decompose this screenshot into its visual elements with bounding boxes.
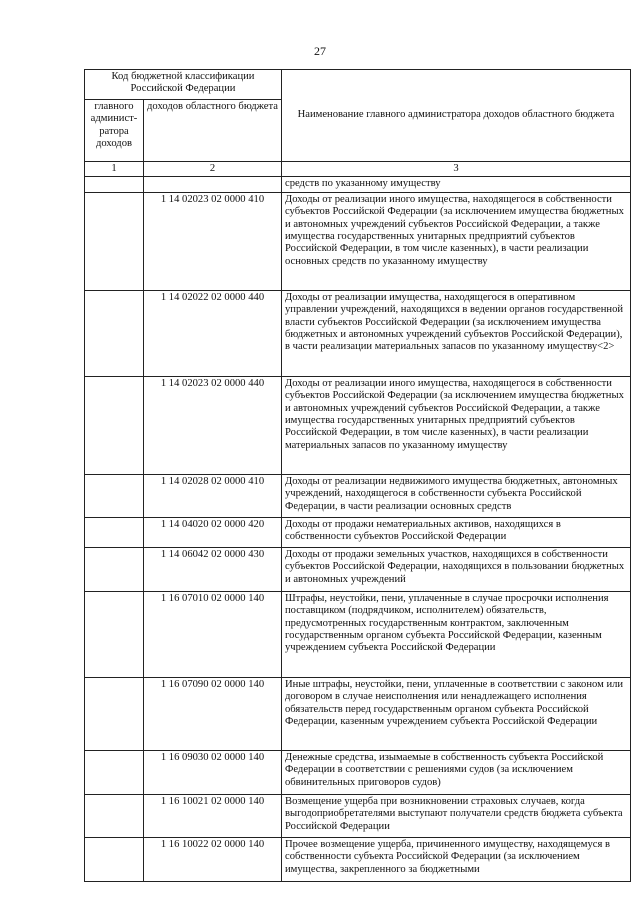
column-number-2: 2 <box>144 162 282 177</box>
table-row <box>85 177 631 192</box>
income-name-cell: Доходы от реализации иного имущества, находящегося в собственности субъектов Российской Федерации (за исключением имущества бюджетных и автономных учреждений субъектов Российской Федерации, а также имущества государственных унитарных предприятий субъектов Российской Федерации, в том числе казенных), в части реализации основных средств по указанному имуществу <box>282 192 631 290</box>
page-number: 27 <box>314 44 326 58</box>
table-row <box>85 517 631 547</box>
admin-code-cell <box>85 591 144 677</box>
admin-code-cell <box>85 677 144 750</box>
header-income-column: доходов областного бюджета <box>144 100 282 162</box>
table-row <box>85 474 631 517</box>
admin-code-cell <box>85 517 144 547</box>
header-code-group: Код бюджетной классификации Российской Федерации <box>85 70 282 100</box>
income-code-cell: 1 16 07010 02 0000 140 <box>144 591 282 677</box>
admin-code-cell <box>85 474 144 517</box>
admin-code-cell <box>85 177 144 192</box>
column-number-3: 3 <box>282 162 631 177</box>
table-row <box>85 837 631 881</box>
column-number-1: 1 <box>85 162 144 177</box>
table-row <box>85 547 631 591</box>
table-row <box>85 591 631 677</box>
income-code-cell <box>144 177 282 192</box>
income-code-cell: 1 16 10022 02 0000 140 <box>144 837 282 881</box>
admin-code-cell <box>85 837 144 881</box>
table-row <box>85 376 631 474</box>
income-name-cell: Штрафы, неустойки, пени, уплаченные в случае просрочки исполнения поставщиком (подрядчиком, исполнителем) обязательств, предусмотренных государственным контрактом, заключенным государственным органом субъекта Российской Федерации, казенным учреждением субъекта Российской Федерации <box>282 591 631 677</box>
income-name-cell: средств по указанному имуществу <box>282 177 631 192</box>
budget-classification-table <box>84 69 631 882</box>
table-row <box>85 750 631 794</box>
table-row <box>85 677 631 750</box>
header-admin-column: главного админист-ратора доходов <box>85 100 144 162</box>
income-code-cell: 1 14 02023 02 0000 410 <box>144 192 282 290</box>
admin-code-cell <box>85 794 144 837</box>
income-name-cell: Денежные средства, изымаемые в собственность субъекта Российской Федерации в соответствии с решениями судов (за исключением обвинительных приговоров судов) <box>282 750 631 794</box>
income-name-cell: Доходы от реализации недвижимого имущества бюджетных, автономных учреждений, находящегося в собственности субъекта Российской Федерации, в части реализации основных средств <box>282 474 631 517</box>
income-code-cell: 1 16 10021 02 0000 140 <box>144 794 282 837</box>
income-code-cell: 1 14 02023 02 0000 440 <box>144 376 282 474</box>
table-row <box>85 192 631 290</box>
income-code-cell: 1 14 06042 02 0000 430 <box>144 547 282 591</box>
table-row <box>85 290 631 376</box>
income-name-cell: Доходы от реализации имущества, находящегося в оперативном управлении учреждений, находящихся в ведении органов государственной власти субъектов Российской Федерации (за исключением имущества бюджетных и автономных учреждений субъектов Российской Федерации), в части реализации материальных запасов по указанному имуществу<2> <box>282 290 631 376</box>
income-name-cell: Иные штрафы, неустойки, пени, уплаченные в соответствии с законом или договором в случае неисполнения или ненадлежащего исполнения обязательств перед государственным органом субъекта Российской Федерации, казенным учреждением субъекта Российской Федерации <box>282 677 631 750</box>
admin-code-cell <box>85 192 144 290</box>
admin-code-cell <box>85 376 144 474</box>
income-name-cell: Доходы от продажи земельных участков, находящихся в собственности субъектов Российской Федерации, находящихся в пользовании бюджетных и автономных учреждений <box>282 547 631 591</box>
income-name-cell: Прочее возмещение ущерба, причиненного имуществу, находящемуся в собственности субъекта Российской Федерации (за исключением имущества, закрепленного за бюджетными <box>282 837 631 881</box>
income-name-cell: Возмещение ущерба при возникновении страховых случаев, когда выгодоприобретателями выступают получатели средств бюджета субъекта Российской Федерации <box>282 794 631 837</box>
header-name-column: Наименование главного администратора доходов областного бюджета <box>282 70 631 162</box>
income-name-cell: Доходы от реализации иного имущества, находящегося в собственности субъектов Российской Федерации (за исключением имущества бюджетных и автономных учреждений субъектов Российской Федерации, а также имущества государственных унитарных предприятий субъектов Российской Федерации, в том числе казенных), в части реализации материальных запасов по указанному имуществу <box>282 376 631 474</box>
admin-code-cell <box>85 750 144 794</box>
admin-code-cell <box>85 547 144 591</box>
income-code-cell: 1 14 04020 02 0000 420 <box>144 517 282 547</box>
income-code-cell: 1 14 02022 02 0000 440 <box>144 290 282 376</box>
income-code-cell: 1 16 09030 02 0000 140 <box>144 750 282 794</box>
income-code-cell: 1 16 07090 02 0000 140 <box>144 677 282 750</box>
table-row <box>85 794 631 837</box>
income-code-cell: 1 14 02028 02 0000 410 <box>144 474 282 517</box>
admin-code-cell <box>85 290 144 376</box>
income-name-cell: Доходы от продажи нематериальных активов, находящихся в собственности субъектов Российской Федерации <box>282 517 631 547</box>
